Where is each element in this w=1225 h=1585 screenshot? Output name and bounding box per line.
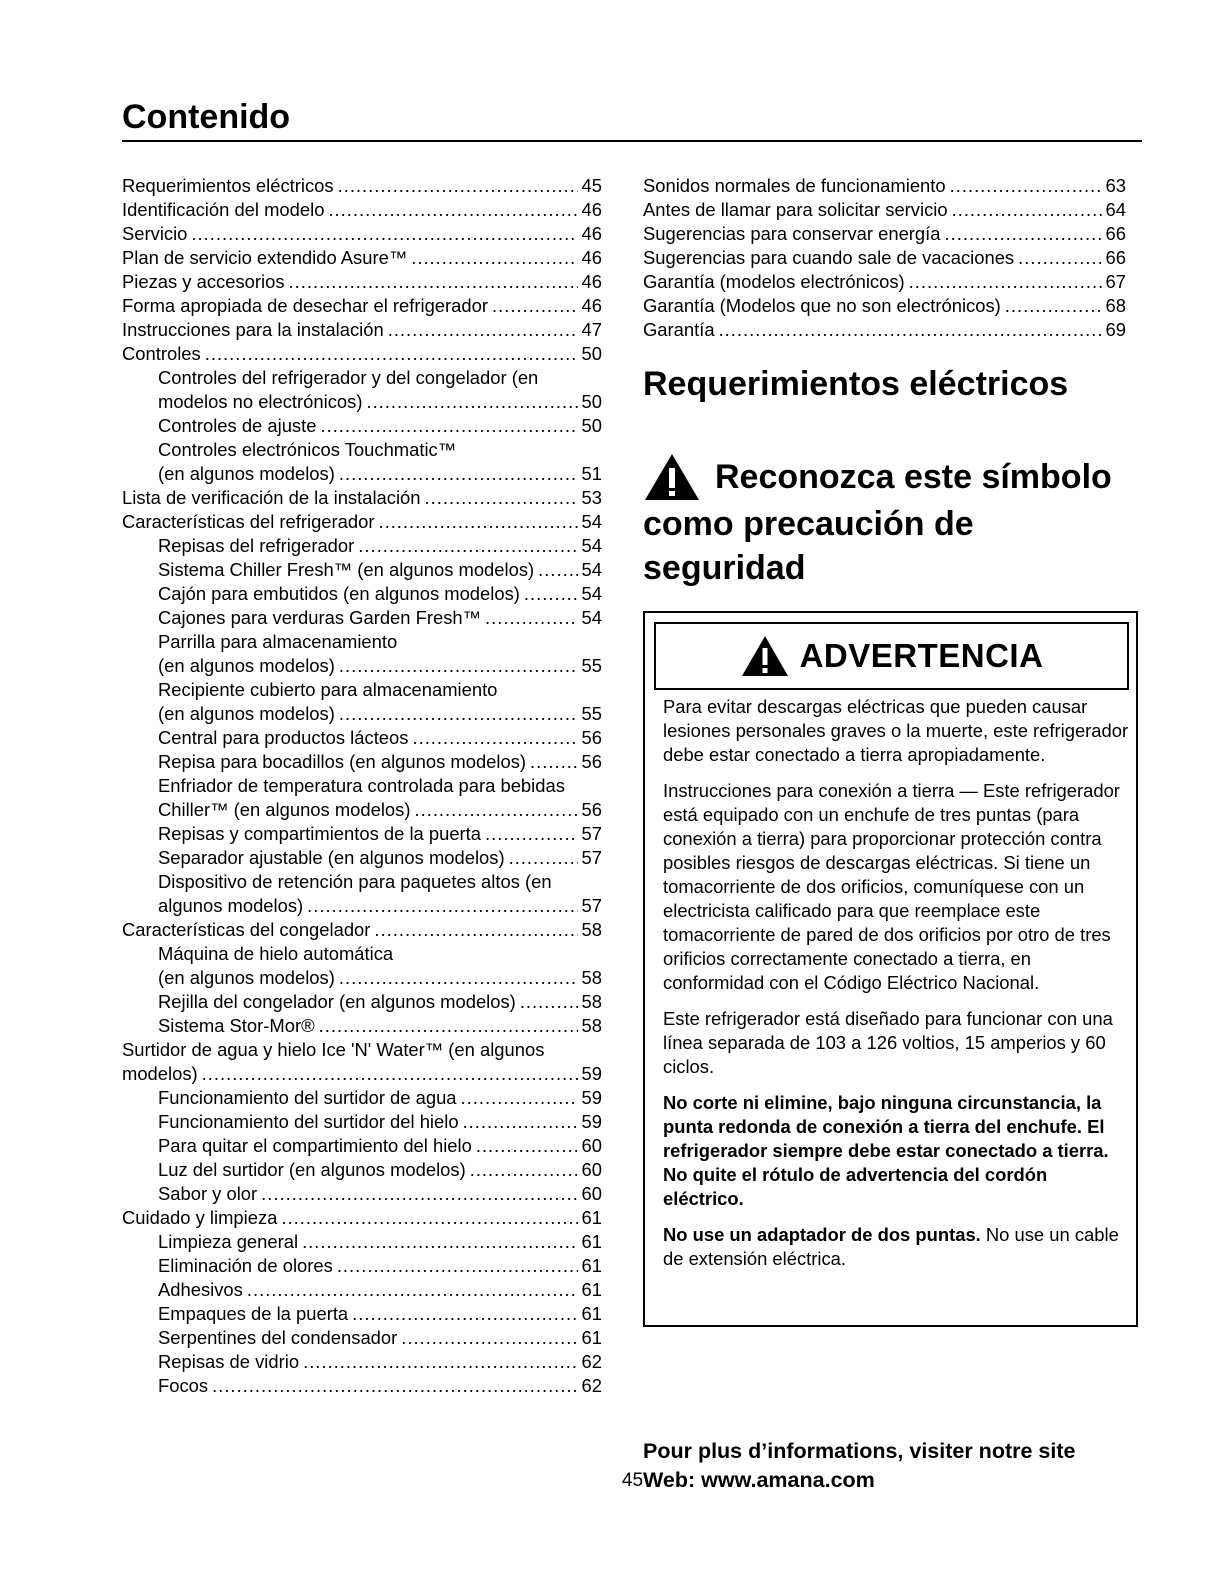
toc-page-number: 58 bbox=[581, 967, 602, 988]
toc-dot-leader bbox=[401, 1326, 577, 1350]
warning-triangle-icon bbox=[643, 452, 701, 502]
toc-entry bbox=[122, 318, 602, 342]
toc-entry-title: modelos no electrónicos) bbox=[158, 391, 363, 412]
toc-page-number: 59 bbox=[581, 1087, 602, 1108]
toc-page-number: 46 bbox=[581, 271, 602, 292]
toc-dot-leader bbox=[909, 270, 1102, 294]
toc-page-number: 69 bbox=[1105, 319, 1126, 340]
toc-dot-leader bbox=[530, 750, 578, 774]
warning-triangle-icon bbox=[740, 634, 790, 678]
toc-entry bbox=[122, 1326, 602, 1350]
toc-entry bbox=[643, 246, 1126, 270]
toc-page-number: 57 bbox=[581, 895, 602, 916]
toc-dot-leader bbox=[339, 966, 578, 990]
toc-page-number: 59 bbox=[581, 1111, 602, 1132]
toc-entry bbox=[122, 414, 602, 438]
toc-entry bbox=[122, 1110, 602, 1134]
toc-entry-title: Parrilla para almacenamiento bbox=[158, 631, 398, 652]
toc-page-number: 61 bbox=[581, 1207, 602, 1228]
toc-page-number: 59 bbox=[581, 1063, 602, 1084]
toc-entry bbox=[122, 918, 602, 942]
toc-page-number: 61 bbox=[581, 1231, 602, 1252]
toc-entry bbox=[122, 438, 602, 462]
toc-page-number: 46 bbox=[581, 295, 602, 316]
footer-line1: Pour plus d’informations, visiter notre site bbox=[643, 1439, 1076, 1463]
warning-label: ADVERTENCIA bbox=[799, 637, 1044, 674]
toc-dot-leader bbox=[470, 1158, 578, 1182]
toc-entry bbox=[122, 606, 602, 630]
toc-page-number: 47 bbox=[581, 319, 602, 340]
toc-dot-leader bbox=[281, 1206, 577, 1230]
toc-entry-title: Plan de servicio extendido Asure™ bbox=[122, 247, 408, 268]
toc-entry bbox=[122, 222, 602, 246]
toc-entry bbox=[122, 486, 602, 510]
toc-page-number: 56 bbox=[581, 751, 602, 772]
toc-entry bbox=[122, 1374, 602, 1398]
toc-entry-title: Repisas del refrigerador bbox=[158, 535, 355, 556]
toc-entry-title: Para quitar el compartimiento del hielo bbox=[158, 1135, 472, 1156]
toc-entry-title: Garantía (modelos electrónicos) bbox=[643, 271, 905, 292]
toc-dot-leader bbox=[337, 1254, 578, 1278]
toc-entry-title: Separador ajustable (en algunos modelos) bbox=[158, 847, 505, 868]
toc-page-number: 55 bbox=[581, 655, 602, 676]
toc-page-number: 54 bbox=[581, 607, 602, 628]
toc-entry-title: (en algunos modelos) bbox=[158, 463, 335, 484]
toc-dot-leader bbox=[307, 894, 577, 918]
toc-page-number: 66 bbox=[1105, 247, 1126, 268]
toc-entry-title: Limpieza general bbox=[158, 1231, 299, 1252]
toc-entry-title: Sugerencias para conservar energía bbox=[643, 223, 941, 244]
toc-entry-title: Forma apropiada de desechar el refrigerador bbox=[122, 295, 488, 316]
toc-entry bbox=[122, 678, 602, 702]
toc-entry-title: Cajón para embutidos (en algunos modelos) bbox=[158, 583, 520, 604]
toc-entry bbox=[122, 294, 602, 318]
toc-dot-leader bbox=[388, 318, 578, 342]
safety-heading-line3: seguridad bbox=[643, 549, 806, 587]
safety-heading-line1: Reconozca este símbolo bbox=[715, 458, 1112, 496]
toc-dot-leader bbox=[524, 582, 578, 606]
toc-entry bbox=[643, 174, 1126, 198]
toc-dot-leader bbox=[476, 1134, 578, 1158]
toc-entry bbox=[122, 1302, 602, 1326]
toc-entry-title: Cajones para verduras Garden Fresh™ bbox=[158, 607, 482, 628]
toc-entry bbox=[122, 1038, 602, 1062]
toc-dot-leader bbox=[719, 318, 1102, 342]
toc-dot-leader bbox=[339, 462, 578, 486]
toc-entry-title: Cuidado y limpieza bbox=[122, 1207, 278, 1228]
grounding-prong-warning: No corte ni elimine, bajo ninguna circunstancia, la punta redonda de conexión a tierra del enchufe. El refrigerador siempre debe estar conectado a tierra. No quite el rótulo de advertencia del cordón eléctrico. bbox=[663, 1092, 1109, 1209]
toc-dot-leader bbox=[338, 174, 578, 198]
toc-entry-title: Lista de verificación de la instalación bbox=[122, 487, 421, 508]
toc-entry bbox=[122, 1158, 602, 1182]
toc-page-number: 54 bbox=[581, 535, 602, 556]
toc-page-number: 56 bbox=[581, 727, 602, 748]
toc-page-number: 56 bbox=[581, 799, 602, 820]
toc-entry bbox=[122, 246, 602, 270]
toc-dot-leader bbox=[212, 1374, 577, 1398]
toc-entry-title: Características del refrigerador bbox=[122, 511, 375, 532]
toc-entry-title: Repisa para bocadillos (en algunos modelos) bbox=[158, 751, 527, 772]
toc-entry bbox=[643, 198, 1126, 222]
toc-entry bbox=[122, 1278, 602, 1302]
section-heading: Requerimientos eléctricos bbox=[643, 365, 1069, 403]
toc-page-number: 67 bbox=[1105, 271, 1126, 292]
toc-entry-title: Controles electrónicos Touchmatic™ bbox=[158, 439, 457, 460]
warning-box bbox=[643, 611, 1138, 1327]
toc-entry bbox=[122, 750, 602, 774]
toc-entry-title: Requerimientos eléctricos bbox=[122, 175, 334, 196]
toc-entry-title: Sonidos normales de funcionamiento bbox=[643, 175, 946, 196]
toc-entry-title: Rejilla del congelador (en algunos modelos) bbox=[158, 991, 516, 1012]
toc-right-column bbox=[643, 174, 1126, 342]
toc-entry-title: Luz del surtidor (en algunos modelos) bbox=[158, 1159, 466, 1180]
toc-dot-leader bbox=[374, 918, 577, 942]
toc-dot-leader bbox=[358, 534, 577, 558]
toc-dot-leader bbox=[412, 726, 577, 750]
toc-dot-leader bbox=[492, 294, 578, 318]
toc-page-number: 62 bbox=[581, 1351, 602, 1372]
toc-page-number: 58 bbox=[581, 991, 602, 1012]
toc-entry bbox=[122, 630, 602, 654]
toc-entry bbox=[122, 726, 602, 750]
toc-page-number: 46 bbox=[581, 223, 602, 244]
toc-entry-title: Repisas de vidrio bbox=[158, 1351, 300, 1372]
toc-dot-leader bbox=[261, 1182, 577, 1206]
toc-dot-leader bbox=[328, 198, 577, 222]
toc-entry bbox=[122, 366, 602, 390]
toc-entry bbox=[122, 1014, 602, 1038]
toc-entry-title: (en algunos modelos) bbox=[158, 703, 335, 724]
toc-entry-title: Sugerencias para cuando sale de vacaciones bbox=[643, 247, 1015, 268]
toc-page-number: 54 bbox=[581, 559, 602, 580]
toc-entry-title: Sistema Chiller Fresh™ (en algunos modelos) bbox=[158, 559, 535, 580]
toc-dot-leader bbox=[352, 1302, 577, 1326]
toc-entry-title: Repisas y compartimientos de la puerta bbox=[158, 823, 482, 844]
toc-page-number: 64 bbox=[1105, 199, 1126, 220]
toc-entry-title: Identificación del modelo bbox=[122, 199, 325, 220]
toc-entry bbox=[122, 1350, 602, 1374]
toc-page-number: 50 bbox=[581, 343, 602, 364]
warning-paragraph: Para evitar descargas eléctricas que pueden causar lesiones personales graves o la muerte, este refrigerador debe estar conectado a tierra apropiadamente. bbox=[663, 696, 1129, 765]
toc-entry bbox=[122, 1230, 602, 1254]
toc-dot-leader bbox=[952, 198, 1102, 222]
toc-dot-leader bbox=[414, 798, 577, 822]
toc-dot-leader bbox=[202, 1062, 578, 1086]
toc-dot-leader bbox=[950, 174, 1102, 198]
toc-page-number: 57 bbox=[581, 847, 602, 868]
toc-entry bbox=[122, 462, 602, 486]
toc-page-number: 53 bbox=[581, 487, 602, 508]
toc-entry-title: Eliminación de olores bbox=[158, 1255, 333, 1276]
toc-entry-title: Garantía bbox=[643, 319, 715, 340]
toc-page-number: 61 bbox=[581, 1279, 602, 1300]
toc-dot-leader bbox=[520, 990, 578, 1014]
toc-entry-title: modelos) bbox=[122, 1063, 198, 1084]
toc-entry-title: Funcionamiento del surtidor de agua bbox=[158, 1087, 457, 1108]
toc-entry-title: Controles bbox=[122, 343, 201, 364]
toc-entry bbox=[122, 894, 602, 918]
toc-entry bbox=[122, 774, 602, 798]
toc-entry bbox=[122, 1206, 602, 1230]
toc-page-number: 57 bbox=[581, 823, 602, 844]
toc-dot-leader bbox=[538, 558, 577, 582]
toc-page-number: 46 bbox=[581, 199, 602, 220]
toc-dot-leader bbox=[205, 342, 578, 366]
safety-heading-line2: como precaución de bbox=[643, 505, 974, 543]
toc-entry bbox=[122, 654, 602, 678]
toc-entry-title: Controles de ajuste bbox=[158, 415, 317, 436]
toc-page-number: 55 bbox=[581, 703, 602, 724]
toc-dot-leader bbox=[378, 510, 577, 534]
toc-entry-title: Central para productos lácteos bbox=[158, 727, 409, 748]
toc-entry bbox=[122, 1086, 602, 1110]
toc-entry-title: algunos modelos) bbox=[158, 895, 304, 916]
toc-dot-leader bbox=[366, 390, 577, 414]
page-title: Contenido bbox=[122, 98, 291, 136]
toc-dot-leader bbox=[485, 606, 578, 630]
toc-entry-title: Piezas y accesorios bbox=[122, 271, 285, 292]
safety-symbol-heading bbox=[643, 452, 1163, 590]
adapter-warning-bold: No use un adaptador de dos puntas. bbox=[663, 1224, 981, 1245]
toc-dot-leader bbox=[1018, 246, 1101, 270]
toc-entry-title: Servicio bbox=[122, 223, 188, 244]
toc-dot-leader bbox=[339, 702, 578, 726]
toc-entry bbox=[122, 510, 602, 534]
toc-entry-title: (en algunos modelos) bbox=[158, 967, 335, 988]
toc-page-number: 58 bbox=[581, 1015, 602, 1036]
title-rule bbox=[122, 140, 1142, 142]
warning-box-body bbox=[663, 695, 1133, 1283]
toc-entry-title: Características del congelador bbox=[122, 919, 371, 940]
toc-dot-leader bbox=[509, 846, 578, 870]
toc-entry bbox=[122, 198, 602, 222]
toc-entry bbox=[122, 582, 602, 606]
page-number: 45 bbox=[621, 1470, 644, 1491]
toc-page-number: 61 bbox=[581, 1303, 602, 1324]
toc-dot-leader bbox=[191, 222, 577, 246]
toc-entry bbox=[122, 1134, 602, 1158]
toc-page-number: 60 bbox=[581, 1159, 602, 1180]
toc-entry bbox=[643, 270, 1126, 294]
toc-entry-title: Empaques de la puerta bbox=[158, 1303, 349, 1324]
toc-page-number: 58 bbox=[581, 919, 602, 940]
toc-entry bbox=[643, 318, 1126, 342]
toc-entry bbox=[122, 390, 602, 414]
toc-entry-title: Controles del refrigerador y del congelador (en bbox=[158, 367, 539, 388]
toc-entry-title: Chiller™ (en algunos modelos) bbox=[158, 799, 411, 820]
toc-page-number: 60 bbox=[581, 1183, 602, 1204]
toc-entry-title: Sistema Stor-Mor® bbox=[158, 1015, 315, 1036]
toc-dot-leader bbox=[320, 414, 577, 438]
toc-entry-title: Adhesivos bbox=[158, 1279, 243, 1300]
toc-page-number: 61 bbox=[581, 1327, 602, 1348]
toc-entry bbox=[643, 294, 1126, 318]
toc-entry bbox=[122, 990, 602, 1014]
toc-entry-title: Surtidor de agua y hielo Ice 'N' Water™ (en algunos bbox=[122, 1039, 545, 1060]
toc-dot-leader bbox=[425, 486, 578, 510]
toc-entry bbox=[122, 822, 602, 846]
toc-left-column bbox=[122, 174, 602, 1398]
toc-entry-title: Máquina de hielo automática bbox=[158, 943, 394, 964]
toc-page-number: 61 bbox=[581, 1255, 602, 1276]
footer-website: Web: www.amana.com bbox=[643, 1468, 875, 1492]
toc-entry bbox=[122, 870, 602, 894]
toc-entry bbox=[643, 222, 1126, 246]
grounding-instructions: Instrucciones para conexión a tierra — Este refrigerador está equipado con un enchufe de tres puntas (para conexión a tierra) para proporcionar protección contra posibles riesgos de descargas eléctricas. Si tiene un tomacorriente de dos orificios, comuníquese con un electricista calificado para que reemplace este tomacorriente de pared de dos orificios por otro de tres orificios correctamente conectado a tierra, en conformidad con el Código Eléctrico Nacional. bbox=[663, 780, 1120, 993]
toc-page-number: 68 bbox=[1105, 295, 1126, 316]
toc-dot-leader bbox=[463, 1110, 578, 1134]
toc-entry-title: Dispositivo de retención para paquetes altos (en bbox=[158, 871, 552, 892]
adapter-warning-rest: No use un cable de extensión eléctrica. bbox=[663, 1224, 1119, 1269]
toc-page-number: 50 bbox=[581, 391, 602, 412]
toc-entry bbox=[122, 534, 602, 558]
toc-dot-leader bbox=[339, 654, 578, 678]
toc-entry bbox=[122, 966, 602, 990]
toc-page-number: 45 bbox=[581, 175, 602, 196]
toc-dot-leader bbox=[247, 1278, 578, 1302]
toc-entry-title: Focos bbox=[158, 1375, 209, 1396]
toc-dot-leader bbox=[1005, 294, 1102, 318]
toc-page-number: 51 bbox=[581, 463, 602, 484]
toc-entry bbox=[122, 558, 602, 582]
toc-dot-leader bbox=[461, 1086, 578, 1110]
toc-page-number: 46 bbox=[581, 247, 602, 268]
toc-dot-leader bbox=[945, 222, 1102, 246]
toc-page-number: 63 bbox=[1105, 175, 1126, 196]
toc-dot-leader bbox=[319, 1014, 578, 1038]
toc-dot-leader bbox=[411, 246, 577, 270]
toc-page-number: 60 bbox=[581, 1135, 602, 1156]
adapter-warning bbox=[663, 1223, 1133, 1271]
toc-entry-title: (en algunos modelos) bbox=[158, 655, 335, 676]
toc-entry bbox=[122, 1254, 602, 1278]
electrical-spec: Este refrigerador está diseñado para funcionar con una línea separada de 103 a 126 voltios, 15 amperios y 60 ciclos. bbox=[663, 1008, 1113, 1077]
toc-page-number: 54 bbox=[581, 583, 602, 604]
toc-entry bbox=[122, 1062, 602, 1086]
toc-entry bbox=[122, 846, 602, 870]
toc-entry bbox=[122, 1182, 602, 1206]
toc-entry-title: Antes de llamar para solicitar servicio bbox=[643, 199, 948, 220]
warning-box-header bbox=[654, 622, 1129, 690]
toc-dot-leader bbox=[289, 270, 578, 294]
toc-entry-title: Garantía (Modelos que no son electrónicos) bbox=[643, 295, 1001, 316]
toc-page-number: 66 bbox=[1105, 223, 1126, 244]
toc-page-number: 54 bbox=[581, 511, 602, 532]
toc-page-number: 50 bbox=[581, 415, 602, 436]
toc-entry bbox=[122, 270, 602, 294]
toc-page-number: 62 bbox=[581, 1375, 602, 1396]
toc-dot-leader bbox=[303, 1350, 577, 1374]
toc-entry-title: Funcionamiento del surtidor del hielo bbox=[158, 1111, 459, 1132]
toc-entry-title: Enfriador de temperatura controlada para bebidas bbox=[158, 775, 565, 796]
toc-entry-title: Serpentines del condensador bbox=[158, 1327, 398, 1348]
toc-entry bbox=[122, 702, 602, 726]
toc-entry bbox=[122, 342, 602, 366]
toc-entry-title: Sabor y olor bbox=[158, 1183, 258, 1204]
toc-entry bbox=[122, 174, 602, 198]
toc-entry bbox=[122, 798, 602, 822]
toc-entry-title: Recipiente cubierto para almacenamiento bbox=[158, 679, 498, 700]
toc-dot-leader bbox=[485, 822, 578, 846]
toc-dot-leader bbox=[302, 1230, 577, 1254]
toc-entry bbox=[122, 942, 602, 966]
toc-entry-title: Instrucciones para la instalación bbox=[122, 319, 384, 340]
